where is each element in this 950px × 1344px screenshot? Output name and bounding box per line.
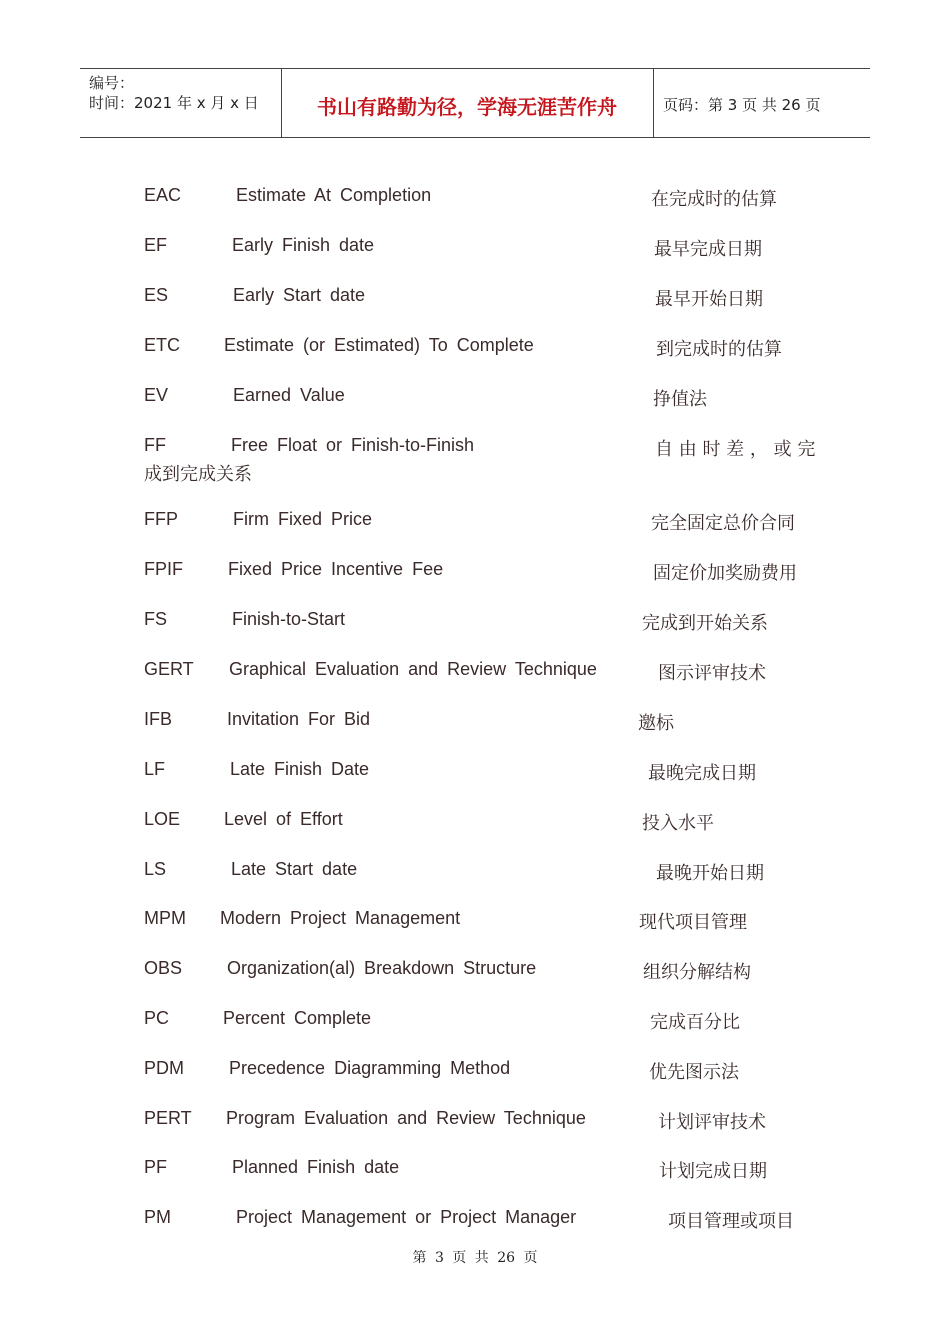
- glossary-row: [0, 385, 950, 409]
- serial-label: 编号：: [89, 74, 135, 92]
- glossary-row: [0, 559, 950, 583]
- glossary-row: [0, 908, 950, 932]
- term-abbreviation: PF: [144, 1157, 168, 1177]
- term-abbreviation: PERT: [144, 1108, 192, 1128]
- glossary-row: [0, 1058, 950, 1082]
- glossary-row: [0, 809, 950, 833]
- term-abbreviation: FFP: [144, 509, 178, 529]
- term-abbreviation: LOE: [144, 809, 181, 829]
- term-chinese-continued: 成到完成关系: [144, 464, 252, 485]
- term-abbreviation: ETC: [144, 335, 180, 355]
- glossary-row: [0, 958, 950, 982]
- term-abbreviation: PM: [144, 1207, 171, 1227]
- term-abbreviation: PDM: [144, 1058, 184, 1078]
- term-abbreviation: EAC: [144, 185, 182, 205]
- term-chinese: 图示评审技术: [658, 663, 766, 684]
- term-abbreviation: MPM: [144, 908, 186, 928]
- term-english: Fixed Price Incentive Fee: [228, 559, 444, 579]
- term-chinese: 自 由 时 差 ， 或 完: [655, 439, 816, 460]
- term-english: Firm Fixed Price: [233, 509, 373, 529]
- glossary-row: [0, 609, 950, 633]
- term-english: Invitation For Bid: [227, 709, 371, 729]
- term-chinese: 计划完成日期: [659, 1161, 767, 1182]
- term-english: Estimate At Completion: [236, 185, 432, 205]
- term-chinese: 在完成时的估算: [651, 189, 777, 210]
- term-english: Organization(al) Breakdown Structure: [227, 958, 537, 978]
- term-abbreviation: IFB: [144, 709, 173, 729]
- term-chinese: 最早开始日期: [655, 289, 763, 310]
- term-english: Free Float or Finish-to-Finish: [231, 435, 475, 455]
- term-abbreviation: LF: [144, 759, 166, 779]
- term-abbreviation: FF: [144, 435, 166, 455]
- header-page-cell: [654, 69, 870, 137]
- term-english: Early Finish date: [232, 235, 375, 255]
- term-chinese: 完全固定总价合同: [651, 513, 795, 534]
- term-english: Earned Value: [233, 385, 345, 405]
- term-chinese: 投入水平: [642, 813, 714, 834]
- header-meta-cell: [80, 69, 282, 137]
- term-chinese: 邀标: [638, 713, 674, 734]
- glossary-row: [0, 185, 950, 209]
- term-chinese: 最早完成日期: [654, 239, 762, 260]
- term-english: Precedence Diagramming Method: [229, 1058, 511, 1078]
- term-abbreviation: EV: [144, 385, 169, 405]
- term-chinese: 项目管理或项目: [668, 1211, 794, 1232]
- glossary-row: [0, 759, 950, 783]
- term-english: Late Finish Date: [230, 759, 370, 779]
- term-english: Late Start date: [231, 859, 358, 879]
- glossary-row: [0, 1207, 950, 1231]
- term-abbreviation: FS: [144, 609, 168, 629]
- term-chinese: 最晚开始日期: [656, 863, 764, 884]
- motto-text: 书山有路勤为径，学海无涯苦作舟: [317, 95, 617, 119]
- term-english: Percent Complete: [223, 1008, 372, 1028]
- term-chinese: 挣值法: [653, 389, 707, 410]
- term-abbreviation: PC: [144, 1008, 170, 1028]
- term-english: Project Management or Project Manager: [236, 1207, 577, 1227]
- term-chinese: 组织分解结构: [643, 962, 751, 983]
- term-abbreviation: ES: [144, 285, 169, 305]
- glossary-row: [0, 659, 950, 683]
- term-abbreviation: GERT: [144, 659, 194, 679]
- term-abbreviation: OBS: [144, 958, 183, 978]
- term-chinese: 完成到开始关系: [642, 613, 768, 634]
- term-english: Graphical Evaluation and Review Technique: [229, 659, 597, 679]
- term-english: Level of Effort: [224, 809, 343, 829]
- glossary-row: [0, 709, 950, 733]
- term-english: Program Evaluation and Review Technique: [226, 1108, 586, 1128]
- glossary-row: [0, 335, 950, 359]
- glossary-row: [0, 1157, 950, 1181]
- page-footer: 第 3 页 共 26 页: [412, 1250, 538, 1266]
- glossary-row: [0, 509, 950, 533]
- header-motto-cell: [281, 69, 654, 137]
- glossary-row: [0, 235, 950, 259]
- term-abbreviation: LS: [144, 859, 167, 879]
- page-header: [80, 68, 870, 138]
- term-chinese: 到完成时的估算: [656, 339, 782, 360]
- term-chinese: 完成百分比: [650, 1012, 740, 1033]
- term-english: Planned Finish date: [232, 1157, 400, 1177]
- time-label: 时间：2021 年 x 月 x 日: [89, 94, 259, 112]
- page-info: 页码：第 3 页 共 26 页: [663, 96, 821, 114]
- glossary-row: [0, 285, 950, 309]
- term-english: Finish-to-Start: [232, 609, 346, 629]
- term-abbreviation: EF: [144, 235, 168, 255]
- term-abbreviation: FPIF: [144, 559, 183, 579]
- term-english: Early Start date: [233, 285, 366, 305]
- term-chinese: 现代项目管理: [639, 912, 747, 933]
- glossary-row: [0, 1008, 950, 1032]
- glossary-row: [0, 1108, 950, 1132]
- term-english: Estimate (or Estimated) To Complete: [224, 335, 534, 355]
- glossary-row: [0, 435, 950, 459]
- term-chinese: 优先图示法: [649, 1062, 739, 1083]
- term-english: Modern Project Management: [220, 908, 461, 928]
- term-chinese: 计划评审技术: [658, 1112, 766, 1133]
- glossary-row: [0, 859, 950, 883]
- term-chinese: 最晚完成日期: [648, 763, 756, 784]
- term-chinese: 固定价加奖励费用: [653, 563, 797, 584]
